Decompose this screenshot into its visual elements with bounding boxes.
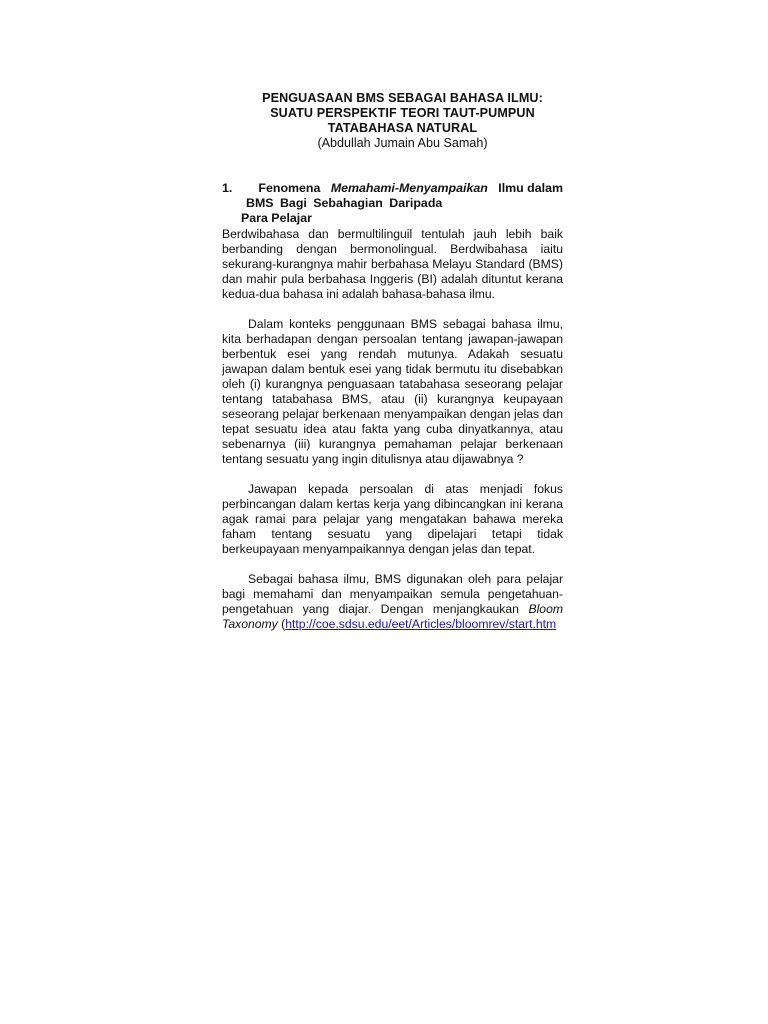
paragraph-1: Berdwibahasa dan bermultilinguil tentulah jauh lebih baik berbanding dengan bermonolingual. Berdwibahasa iaitu sekurang-kurangnya mahir berbahasa Melayu Standard (BMS) dan mahir pula berbahasa Inggeris (BI) adalah dituntut kerana kedua-dua bahasa ini adalah bahasa-bahasa ilmu. xyxy=(222,227,563,301)
heading-italic: Memahami-Menyampaikan xyxy=(330,181,488,195)
section-number: 1. xyxy=(222,181,233,195)
section-heading-line-3: Para Pelajar xyxy=(241,211,312,225)
title-line-3: TATABAHASA NATURAL xyxy=(327,121,478,135)
bloom-taxonomy-link[interactable]: http://coe.sdsu.edu/eet/Articles/bloomrev/start.htm xyxy=(285,617,557,631)
document-page xyxy=(222,91,563,632)
bloom-taxonomy-term: Bloom Taxonomy xyxy=(222,602,564,631)
paragraph-3: Jawapan kepada persoalan di atas menjadi fokus perbincangan dalam kertas kerja yang dibincangkan ini kerana agak ramai para pelajar yang mengatakan bahawa mereka faham tentang sesuatu yang dipelajari tetapi tidak berkeupayaan menyampaikannya dengan jelas dan tepat. xyxy=(222,482,563,556)
title-block xyxy=(232,91,573,151)
heading-suffix: Ilmu dalam xyxy=(498,181,563,195)
paragraph-4-text: Sebagai bahasa ilmu, BMS digunakan oleh para pelajar bagi memahami dan menyampaikan semula pengetahuan-pengetahuan yang diajar. Dengan menjangkaukan xyxy=(222,572,563,616)
section-heading-line-2: BMS Bagi Sebahagian Daripada xyxy=(246,196,443,210)
section-heading xyxy=(222,181,563,226)
paragraph-2: Dalam konteks penggunaan BMS sebagai bahasa ilmu, kita berhadapan dengan persoalan tentang jawapan-jawapan berbentuk esei yang rendah mutunya. Adakah sesuatu jawapan dalam bentuk esei yang tidak bermutu itu disebabkan oleh (i) kurangnya penguasaan tatabahasa seseorang pelajar tentang tatabahasa BMS, atau (ii) kurangnya keupayaan seseorang pelajar berkenaan menyampaikan dengan jelas dan tepat sesuatu idea atau fakta yang cuba dinyatkannya, atau sebenarnya (iii) kurangnya pemahaman pelajar berkenaan tentang sesuatu yang ingin ditulisnya atau dijawabnya ? xyxy=(222,317,563,466)
paragraph-4 xyxy=(222,572,563,632)
heading-prefix: Fenomena xyxy=(258,181,321,195)
section-heading-line-1 xyxy=(222,181,563,196)
title-line-1: PENGUASAAN BMS SEBAGAI BAHASA ILMU: xyxy=(262,91,543,105)
paren-open: ( xyxy=(281,617,286,631)
title-line-2: SUATU PERSPEKTIF TEORI TAUT-PUMPUN xyxy=(270,106,535,120)
author-line: (Abdullah Jumain Abu Samah) xyxy=(317,136,488,150)
